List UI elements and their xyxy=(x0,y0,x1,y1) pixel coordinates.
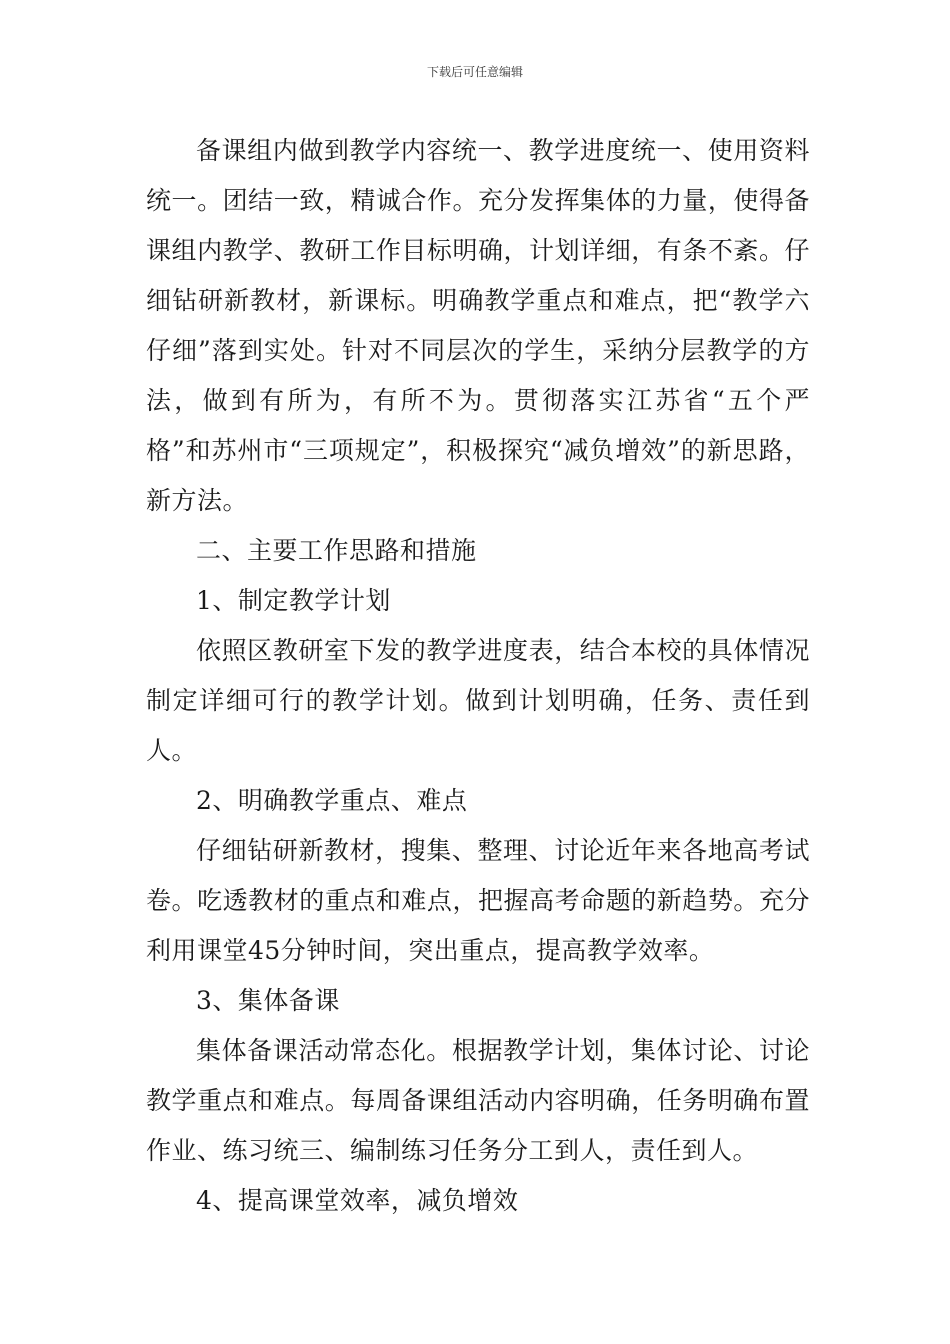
paragraph-1: 依照区教研室下发的教学进度表，结合本校的具体情况制定详细可行的教学计划。做到计划明确，任务、责任到人。 xyxy=(146,636,810,765)
paragraph-3: 集体备课活动常态化。根据教学计划，集体讨论、讨论教学重点和难点。每周备课组活动内容明确，任务明确布置作业、练习统三、编制练习任务分工到人，责任到人。 xyxy=(146,1036,810,1165)
paragraph-intro: 备课组内做到教学内容统一、教学进度统一、使用资料统一。团结一致，精诚合作。充分发挥集体的力量，使得备课组内教学、教研工作目标明确，计划详细，有条不紊。仔细钻研新教材，新课标。明确教学重点和难点，把“教学六仔细”落到实处。针对不同层次的学生，采纳分层教学的方法，做到有所为，有所不为。贯彻落实江苏省“五个严格”和苏州市“三项规定”，积极探究“减负增效”的新思路，新方法。 xyxy=(146,136,810,515)
section-heading-2: 二、主要工作思路和措施 xyxy=(196,536,477,565)
subheading-4: 4、提高课堂效率，减负增效 xyxy=(196,1186,519,1215)
document-body xyxy=(146,126,810,1226)
subheading-1: 1、制定教学计划 xyxy=(196,586,391,615)
subheading-2: 2、明确教学重点、难点 xyxy=(196,786,468,815)
paragraph-2: 仔细钻研新教材，搜集、整理、讨论近年来各地高考试卷。吃透教材的重点和难点，把握高考命题的新趋势。充分利用课堂45分钟时间，突出重点，提高教学效率。 xyxy=(146,836,810,965)
page-header: 下载后可任意编辑 xyxy=(426,65,523,79)
subheading-3: 3、集体备课 xyxy=(196,986,340,1015)
